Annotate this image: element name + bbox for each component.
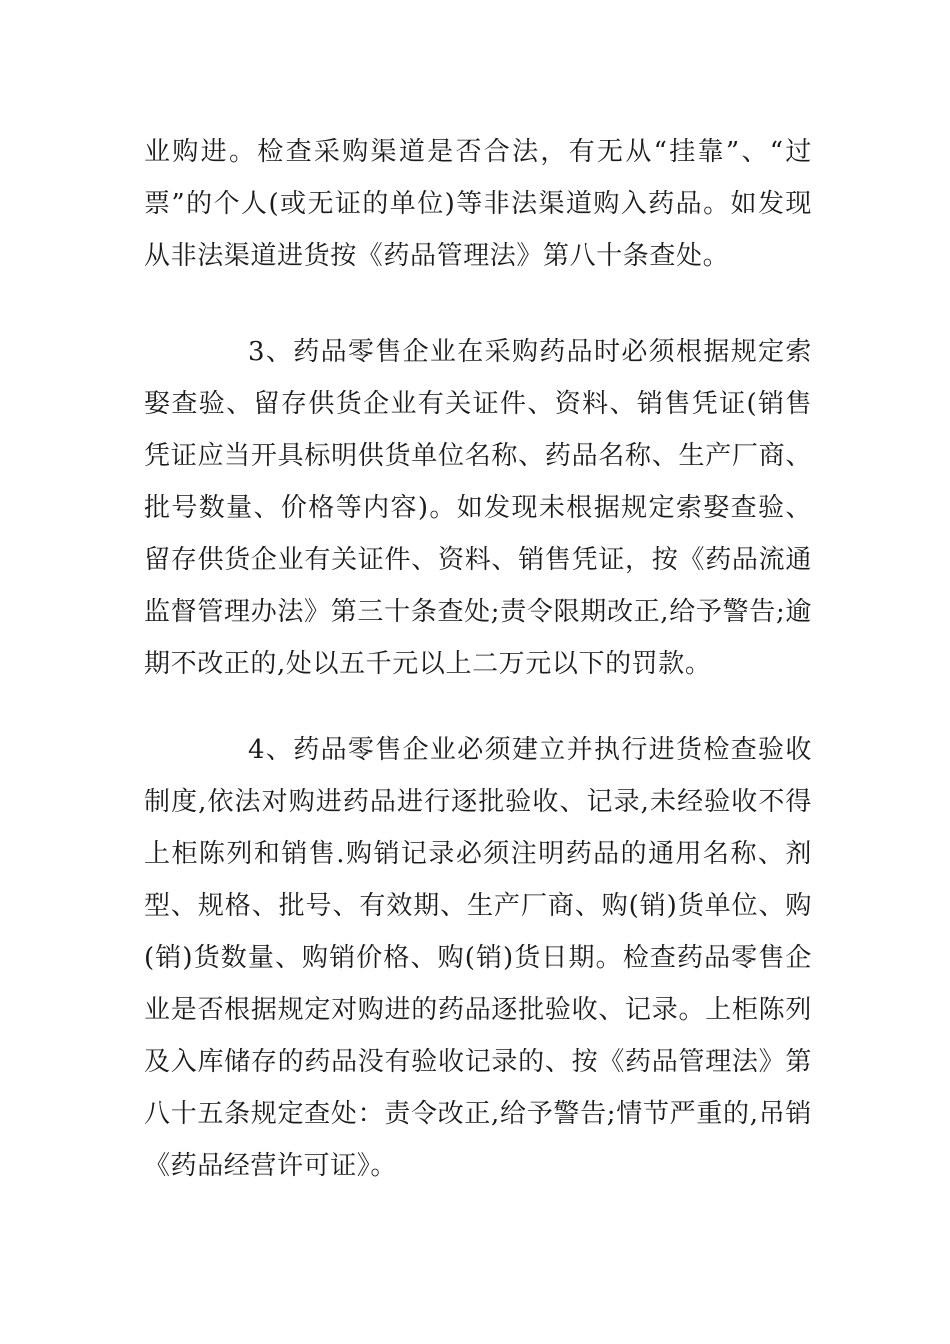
paragraph-item-4: 4、药品零售企业必须建立并执行进货检查验收制度,依法对购进药品进行逐批验收、记录,未经验收不得上柜陈列和销售.购销记录必须注明药品的通用名称、剂型、规格、批号、有效期、生产厂商、购(销)货单位、购(销)货数量、购销价格、购(销)货日期。检查药品零售企业是否根据规定对购进的药品逐批验收、记录。上柜陈列及入库储存的药品没有验收记录的、按《药品管理法》第八十五条规定查处：责令改正,给予警告;情节严重的,吊销《药品经营许可证》。 xyxy=(144,735,812,1181)
paragraph-item-3: 3、药品零售企业在采购药品时必须根据规定索娶查验、留存供货企业有关证件、资料、销售凭证(销售凭证应当开具标明供货单位名称、药品名称、生产厂商、批号数量、价格等内容)。如发现未根据规定索娶查验、留存供货企业有关证件、资料、销售凭证，按《药品流通监督管理办法》第三十条查处;责令限期改正,给予警告;逾期不改正的,处以五千元以上二万元以下的罚款。 xyxy=(144,337,812,679)
paragraph-continuation: 业购进。检查采购渠道是否合法，有无从“挂靠”、“过票”的个人(或无证的单位)等非法渠道购入药品。如发现从非法渠道进货按《药品管理法》第八十条查处。 xyxy=(144,137,812,271)
